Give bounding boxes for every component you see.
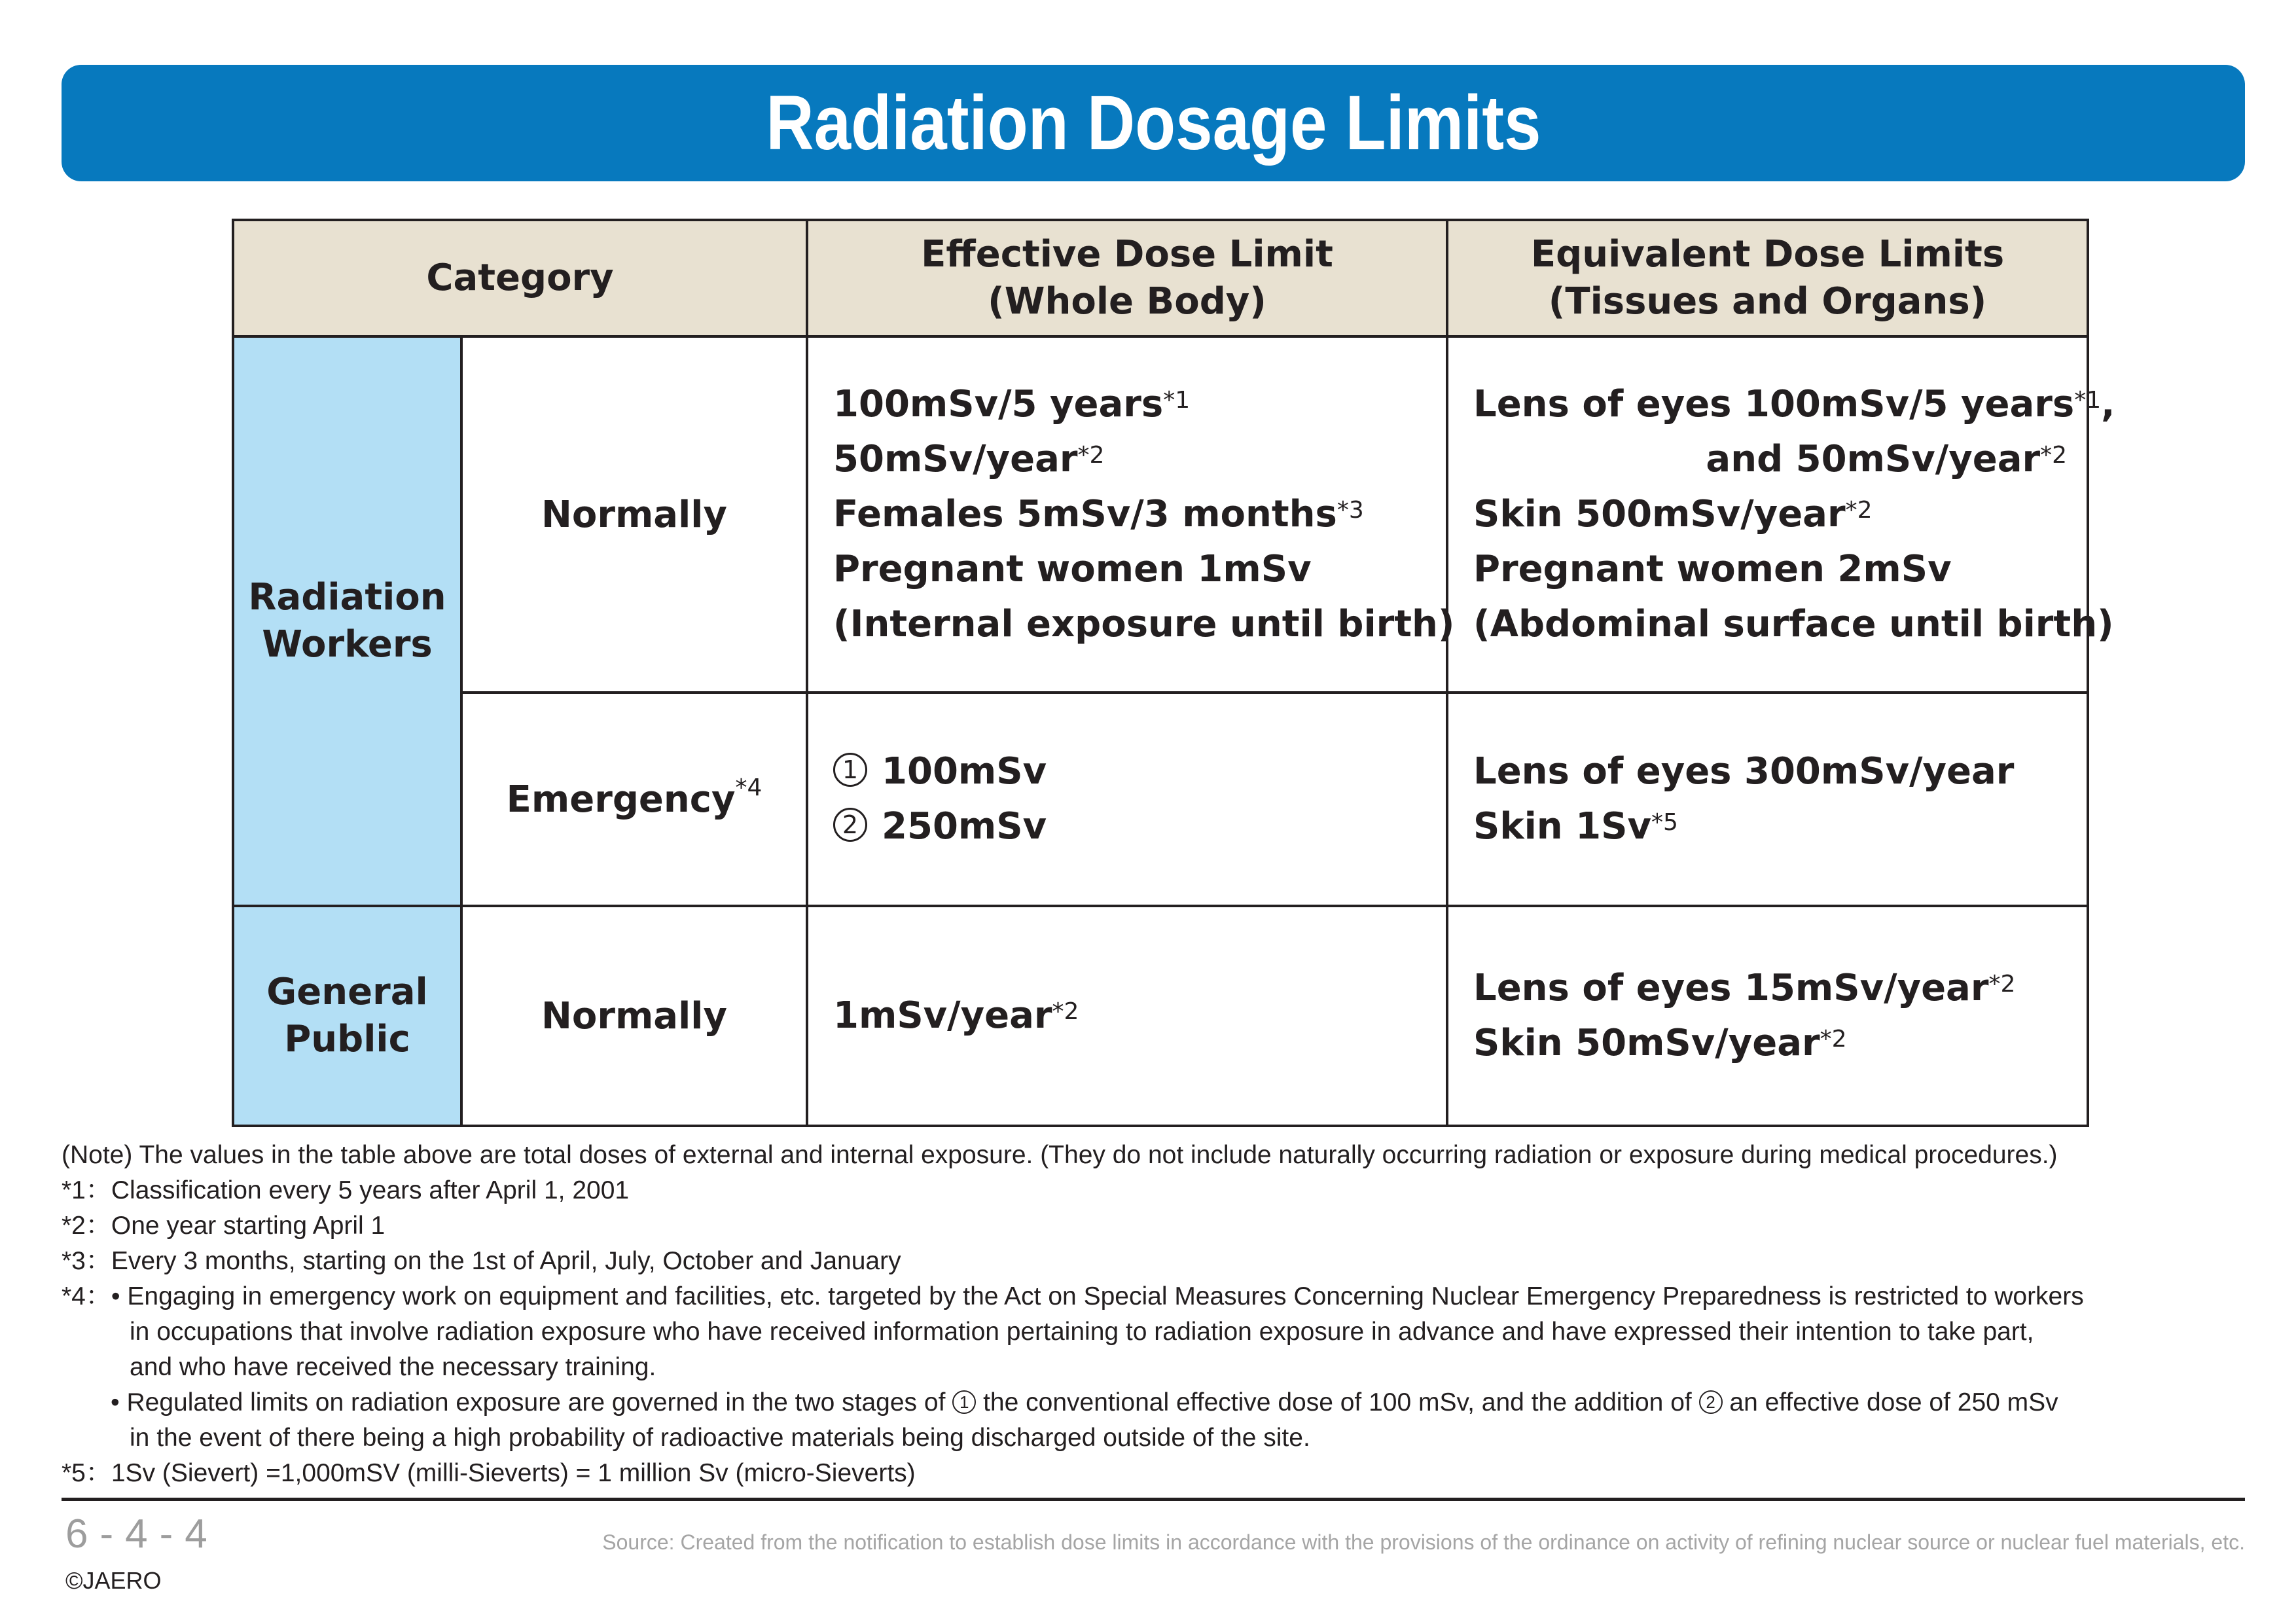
header-equivalent-line2: (Tissues and Organs) [1548,280,1987,323]
dose-line [1473,961,2087,1016]
subcategory-label: Normally [541,994,727,1038]
group-workers-line1: Radiation [248,576,446,619]
footnote-4-bullet2-line1 [62,1385,2261,1420]
dose-line [833,377,1446,432]
dose-line [1473,799,2087,854]
dose-line [1473,377,2115,432]
footnote-ref: *3 [1336,497,1364,524]
dose-line [1473,744,2087,799]
effective-dose-cell [807,693,1447,906]
bullet2-text-b: the conventional effective dose of 100 mSv, and the addition of [976,1388,1699,1416]
footnote-ref: *2 [1077,442,1105,469]
subcategory-label: Normally [541,493,727,536]
group-workers-line2: Workers [262,623,433,666]
dose-limits-table [232,219,2115,1127]
dose-line [833,744,1446,799]
circled-number-icon: 2 [833,808,867,842]
footnote-ref: *4 [735,774,762,801]
dose-text: 50mSv/year [833,438,1078,480]
dose-line [1473,432,2087,487]
dose-line [1473,1016,2087,1071]
dose-text: 100mSv/5 years [833,383,1164,425]
dose-text: Lens of eyes 100mSv/5 years [1473,383,2075,425]
note-general: (Note) The values in the table above are total doses of external and internal exposure. (They do not include naturally occurring radiation or exposure during medical procedures.) [62,1141,2058,1169]
header-effective-line2: (Whole Body) [988,280,1266,323]
dose-text: Females 5mSv/3 months [833,493,1337,535]
equivalent-dose-cell [1447,693,2088,906]
header-effective-line1: Effective Dose Limit [921,233,1333,276]
equivalent-dose-cell [1447,906,2088,1126]
dose-text: Skin 500mSv/year [1473,493,1846,535]
dose-text: Pregnant women 2mSv [1473,548,1952,590]
dose-text: 250mSv [882,805,1047,848]
dose-line [833,432,1446,487]
table-header-row [233,220,2088,336]
dose-suffix: , [2101,383,2115,425]
footnote-4-bullet1-line1: • Engaging in emergency work on equipment and facilities, etc. targeted by the Act on Special Measures Concerning Nuclear Emergency Preparedness is restricted to workers [111,1282,2084,1310]
footnote-ref: *2 [1845,497,1873,524]
dose-text: Skin 50mSv/year [1473,1022,1820,1064]
circled-number-icon: 1 [952,1390,976,1414]
footnote-2: *2：One year starting April 1 [62,1212,386,1240]
subcategory-emergency [461,693,807,906]
footnotes [62,1138,2261,1491]
footnote-1: *1：Classification every 5 years after April 1, 2001 [62,1176,630,1204]
subcategory-normally [461,336,807,693]
dose-text: Pregnant women 1mSv [833,548,1312,590]
group-public-line2: Public [284,1018,410,1060]
dose-text: (Internal exposure until birth) [833,603,1455,645]
dose-line [833,597,1455,652]
effective-dose-cell [807,336,1455,693]
footnote-ref: *2 [2040,442,2068,469]
dose-text: 100mSv [882,750,1047,793]
dose-line [833,487,1446,542]
footnote-4-bullet1-line3: and who have received the necessary training. [130,1353,656,1381]
footnote-4-bullet2-line2: in the event of there being a high probability of radioactive materials being discharged outside of the site. [130,1424,1310,1452]
effective-dose-cell [807,906,1447,1126]
footnote-5: *5：1Sv (Sievert) =1,000mSV (milli-Sieverts) = 1 million Sv (micro-Sieverts) [62,1459,916,1487]
dose-line [1473,487,2087,542]
footnote-ref: *2 [1988,971,2016,998]
equivalent-dose-cell [1447,336,2115,693]
footnote-ref: *1 [2074,387,2102,414]
header-effective-dose [807,220,1447,336]
copyright: ©JAERO [65,1567,162,1594]
dose-line [833,799,1446,854]
dose-text: Lens of eyes 300mSv/year [1473,750,2015,793]
footnote-4 [62,1279,2261,1314]
dose-text: Skin 1Sv [1473,805,1651,848]
group-radiation-workers [233,336,461,906]
header-equivalent-line1: Equivalent Dose Limits [1530,233,2005,276]
group-general-public [233,906,461,1126]
header-category-label: Category [426,257,614,299]
dose-text: Lens of eyes 15mSv/year [1473,967,1989,1009]
subcategory-label: Emergency [506,778,736,821]
footnote-ref: *2 [1820,1026,1847,1053]
circled-number-icon: 1 [833,753,867,787]
source-note: Source: Created from the notification to establish dose limits in accordance with the provisions of the ordinance on activity of refining nuclear source or nuclear fuel materials, etc. [602,1530,2245,1554]
subcategory-normally [461,906,807,1126]
table-row-workers-normal [233,336,2088,693]
dose-text: and 50mSv/year [1706,438,2041,480]
footnote-ref: *1 [1163,387,1191,414]
bullet2-text-c: an effective dose of 250 mSv [1722,1388,2058,1416]
footnote-3: *3：Every 3 months, starting on the 1st of April, July, October and January [62,1247,901,1275]
footer-divider [62,1498,2245,1501]
table-row-public-normal [233,906,2088,1126]
footnote-ref: *2 [1052,998,1079,1025]
header-category [233,220,807,336]
title-banner [62,65,2245,181]
circled-number-icon: 2 [1699,1390,1723,1414]
dose-line [1473,542,2087,597]
header-equivalent-dose [1447,220,2088,336]
bullet2-text-a: • Regulated limits on radiation exposure are governed in the two stages of [111,1388,953,1416]
footnote-4-prefix: *4： [62,1282,111,1310]
dose-text: (Abdominal surface until birth) [1473,603,2114,645]
group-public-line1: General [266,971,428,1013]
dose-line [833,542,1446,597]
page-number: 6-4-4 [65,1511,219,1557]
dose-text: 1mSv/year [833,994,1052,1037]
footnote-4-bullet1-line2: in occupations that involve radiation exposure who have received information pertaining to radiation exposure in advance and have expressed their intention to take part, [130,1318,2034,1346]
dose-line [1473,597,2114,652]
table-row-workers-emergency [233,693,2088,906]
dose-line [833,988,1446,1043]
page-title: Radiation Dosage Limits [765,80,1541,166]
footnote-ref: *5 [1651,809,1678,836]
